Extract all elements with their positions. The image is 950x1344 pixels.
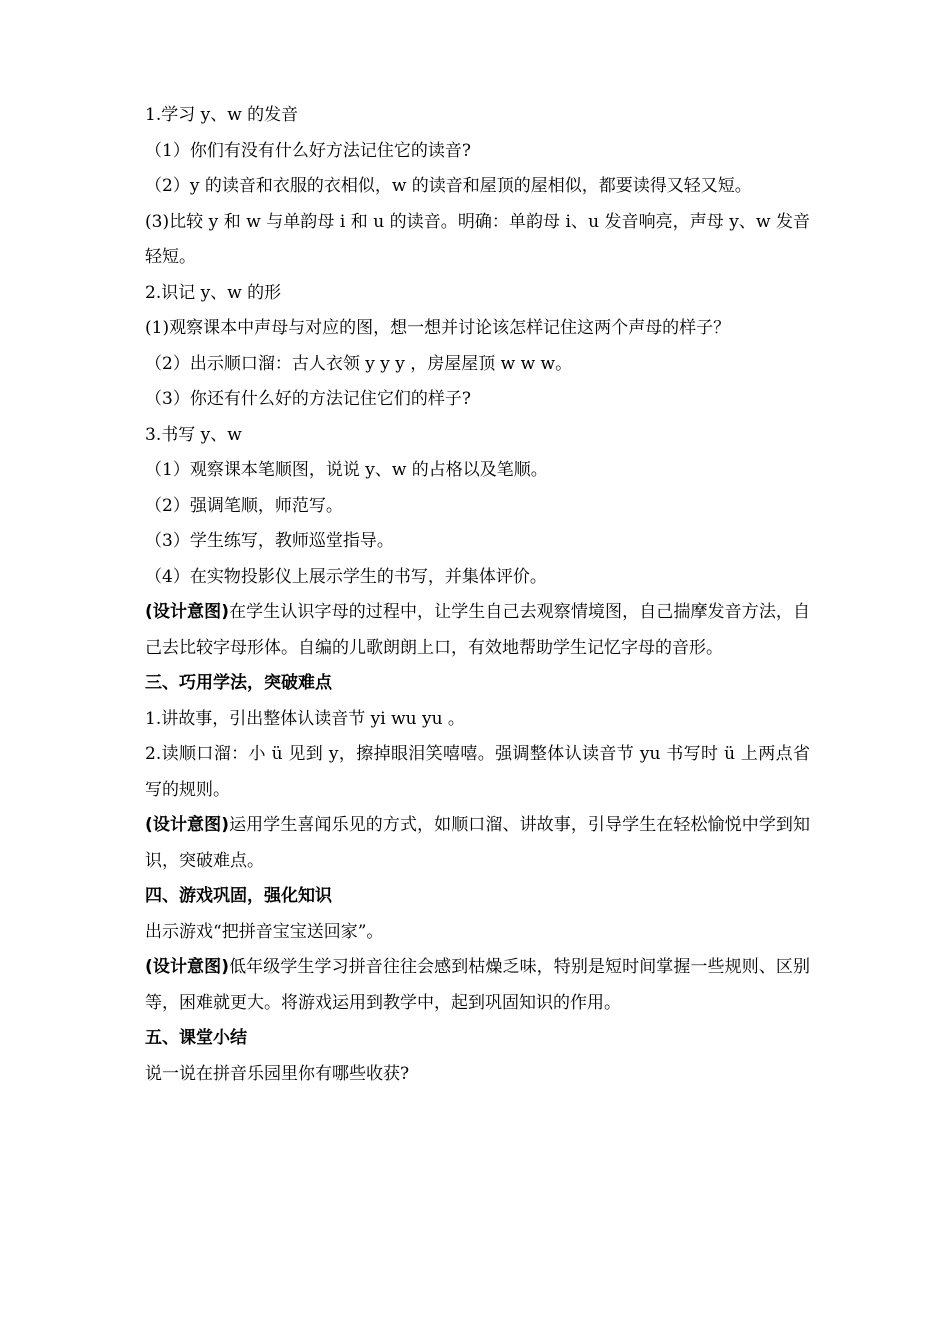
list-item: （2）y 的读音和衣服的衣相似，w 的读音和屋顶的屋相似，都要读得又轻又短。	[145, 176, 752, 196]
list-item: （1）你们有没有什么好方法记住它的读音?	[145, 140, 471, 161]
list-item: （3）学生练写，教师巡堂指导。	[145, 531, 394, 551]
section-heading-five: 五、课堂小结	[145, 1028, 247, 1048]
design-intent-label: (设计意图)	[145, 602, 229, 622]
section-heading-three: 三、巧用学法，突破难点	[145, 673, 332, 693]
list-item: 2.读顺口溜：小 ü 见到 y，擦掉眼泪笑嘻嘻。强调整体认读音节 yu 书写时 ü 上两点省写的规则。	[145, 744, 810, 800]
design-intent-paragraph	[145, 950, 810, 1021]
list-item: (1)观察课本中声母与对应的图，想一想并讨论该怎样记住这两个声母的样子？	[145, 318, 731, 338]
list-item: (3)比较 y 和 w 与单韵母 i 和 u 的读音。明确：单韵母 i、u 发音响亮，声母 y、w 发音轻短。	[145, 211, 810, 267]
design-intent-label: (设计意图)	[145, 815, 229, 835]
design-intent-paragraph	[145, 808, 810, 879]
section-heading-shape: 2.识记 y、w 的形	[145, 282, 282, 303]
design-intent-text: 低年级学生学习拼音往往会感到枯燥乏味，特别是短时间掌握一些规则、区别等，困难就更大。将游戏运用到教学中，起到巩固知识的作用。	[145, 957, 810, 1013]
list-item: 出示游戏“把拼音宝宝送回家”。	[145, 921, 384, 942]
list-item: （4）在实物投影仪上展示学生的书写，并集体评价。	[145, 566, 547, 587]
design-intent-text: 运用学生喜闻乐见的方式，如顺口溜、讲故事，引导学生在轻松愉悦中学到知识，突破难点。	[145, 815, 810, 871]
list-item: （2）出示顺口溜：古人衣领 y y y ，房屋屋顶 w w w。	[145, 353, 573, 374]
document-body	[145, 98, 810, 1092]
section-heading-pronunciation: 1.学习 y、w 的发音	[145, 105, 299, 125]
list-item: 1.讲故事，引出整体认读音节 yi wu yu 。	[145, 708, 465, 729]
design-intent-label: (设计意图)	[145, 957, 229, 977]
section-heading-writing: 3.书写 y、w	[145, 424, 242, 445]
list-item: （1）观察课本笔顺图，说说 y、w 的占格以及笔顺。	[145, 460, 548, 480]
design-intent-paragraph	[145, 595, 810, 666]
list-item: 说一说在拼音乐园里你有哪些收获?	[145, 1063, 410, 1084]
list-item: （3）你还有什么好的方法记住它们的样子?	[145, 389, 471, 409]
design-intent-text: 在学生认识字母的过程中，让学生自己去观察情境图，自己揣摩发音方法，自己去比较字母形体。自编的儿歌朗朗上口，有效地帮助学生记忆字母的音形。	[145, 602, 810, 658]
section-heading-four: 四、游戏巩固，强化知识	[145, 886, 332, 906]
list-item: （2）强调笔顺，师范写。	[145, 495, 343, 516]
